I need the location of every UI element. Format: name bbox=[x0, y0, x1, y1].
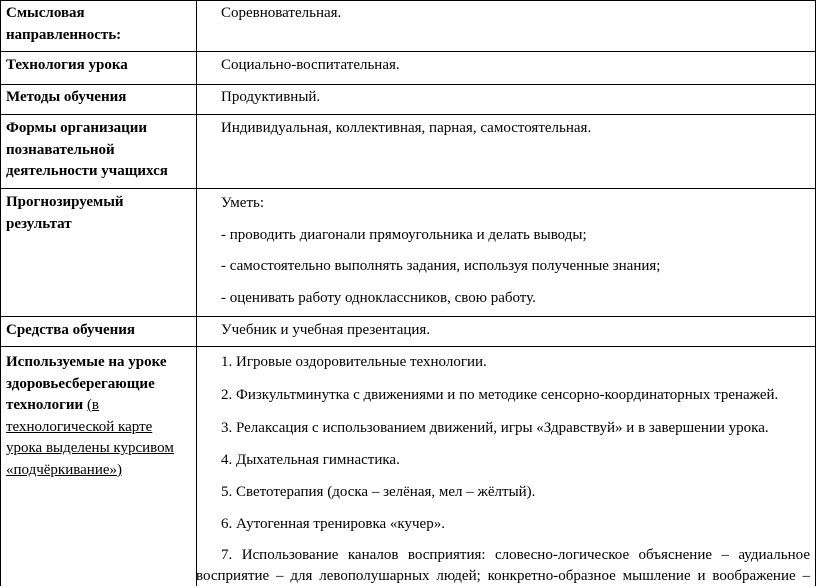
health-technologies-title: Используемые на уроке здоровьесберегающие технологии bbox=[6, 354, 167, 413]
expected-result-intro: Уметь: bbox=[221, 195, 265, 211]
row-label-teaching-aids: Средства обучения bbox=[6, 322, 136, 338]
health-technology-item: восприятие – для левополушарных людей; конкретно-образное мышление и воображение – bbox=[196, 568, 810, 584]
row-label-organization-forms: Формы организации познавательной деятельности учащихся bbox=[6, 120, 168, 179]
row-divider bbox=[0, 316, 816, 317]
health-technology-item: 2. Физкультминутка с движениями и по методике сенсорно-координаторных тренажей. bbox=[221, 387, 779, 403]
expected-result-item: - проводить диагонали прямоугольника и делать выводы; bbox=[221, 227, 587, 243]
health-technologies-note: (в технологической карте урока выделены курсивом «подчёркивание») bbox=[6, 397, 174, 478]
expected-result-item: - оценивать работу одноклассников, свою работу. bbox=[221, 290, 536, 306]
row-divider bbox=[0, 51, 816, 52]
row-divider bbox=[0, 84, 816, 85]
column-divider bbox=[196, 0, 197, 586]
row-value-semantic-direction: Соревновательная. bbox=[221, 5, 342, 21]
row-divider bbox=[0, 0, 816, 1]
row-label-teaching-methods: Методы обучения bbox=[6, 89, 127, 105]
row-divider bbox=[0, 346, 816, 347]
row-value-lesson-technology: Социально-воспитательная. bbox=[221, 57, 400, 73]
health-technology-item: 7. Использование каналов восприятия: словесно-логическое объяснение – аудиальное bbox=[221, 547, 810, 563]
health-technology-item: 1. Игровые оздоровительные технологии. bbox=[221, 354, 487, 370]
row-label-lesson-technology: Технология урока bbox=[6, 57, 128, 73]
row-value-teaching-methods: Продуктивный. bbox=[221, 89, 321, 105]
table-left-border bbox=[0, 0, 1, 586]
row-label-expected-result: Прогнозируемый результат bbox=[6, 194, 124, 232]
row-divider bbox=[0, 114, 816, 115]
row-label-health-technologies bbox=[6, 352, 186, 481]
expected-result-item: - самостоятельно выполнять задания, используя полученные знания; bbox=[221, 258, 661, 274]
health-technology-item: 3. Релаксация с использованием движений, игры «Здравствуй» и в завершении урока. bbox=[221, 420, 769, 436]
health-technology-item: 6. Аутогенная тренировка «кучер». bbox=[221, 516, 445, 532]
row-value-organization-forms: Индивидуальная, коллективная, парная, самостоятельная. bbox=[221, 120, 592, 136]
row-value-teaching-aids: Учебник и учебная презентация. bbox=[221, 322, 431, 338]
health-technology-item: 5. Светотерапия (доска – зелёная, мел – жёлтый). bbox=[221, 484, 536, 500]
row-divider bbox=[0, 188, 816, 189]
health-technology-item: 4. Дыхательная гимнастика. bbox=[221, 452, 400, 468]
row-label-semantic-direction: Смысловая направленность: bbox=[6, 5, 122, 43]
